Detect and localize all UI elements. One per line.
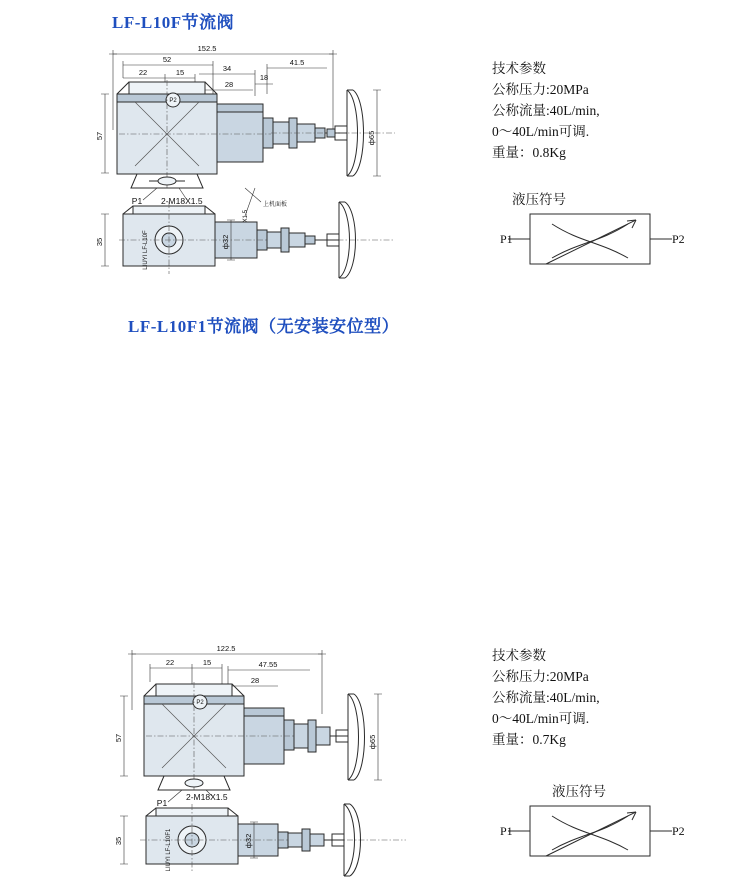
svg-text:35: 35 bbox=[114, 836, 123, 846]
spec-line: 0～40L/min可调. bbox=[492, 124, 590, 139]
specs-heading: 技术参数 bbox=[492, 648, 546, 663]
svg-text:2-M18X1.5: 2-M18X1.5 bbox=[161, 196, 203, 206]
svg-text:P1: P1 bbox=[131, 196, 143, 206]
svg-text:18: 18 bbox=[259, 73, 269, 82]
svg-text:ф65: ф65 bbox=[368, 734, 377, 750]
tech-specs bbox=[492, 645, 600, 750]
spec-line: 公称流量:40L/min, bbox=[492, 690, 600, 705]
svg-text:2-M18X1.5: 2-M18X1.5 bbox=[186, 792, 228, 802]
svg-text:52: 52 bbox=[162, 55, 172, 64]
port-label-p2: P2 bbox=[672, 824, 685, 838]
spec-line: 公称压力:20MPa bbox=[492, 669, 589, 684]
valve-drawing bbox=[95, 38, 435, 288]
spec-line: 重量：0.8Kg bbox=[492, 145, 566, 160]
svg-text:28: 28 bbox=[250, 676, 260, 685]
svg-text:LIUYI LF-L10F: LIUYI LF-L10F bbox=[143, 230, 149, 270]
svg-text:P2: P2 bbox=[196, 700, 204, 706]
svg-text:28: 28 bbox=[224, 80, 234, 89]
svg-text:22: 22 bbox=[138, 68, 148, 77]
product-section-lf-l10f1 bbox=[0, 300, 740, 872]
port-label-p2: P2 bbox=[672, 232, 685, 246]
symbol-label: 液压符号 bbox=[552, 784, 606, 799]
svg-text:47.55: 47.55 bbox=[258, 660, 278, 669]
spec-line: 公称压力:20MPa bbox=[492, 82, 589, 97]
spec-line: 公称流量:40L/min, bbox=[492, 103, 600, 118]
symbol-label: 液压符号 bbox=[512, 192, 566, 207]
svg-text:41.5: 41.5 bbox=[289, 58, 305, 67]
spec-line: 重量：0.7Kg bbox=[492, 732, 566, 747]
port-label-p1: P1 bbox=[500, 824, 513, 838]
svg-text:22: 22 bbox=[165, 658, 175, 667]
section-title: LF-L10F节流阀 bbox=[112, 13, 235, 32]
svg-text:57: 57 bbox=[114, 733, 123, 743]
svg-text:35: 35 bbox=[95, 237, 104, 247]
port-label-p1: P1 bbox=[500, 232, 513, 246]
svg-text:ф32: ф32 bbox=[221, 234, 230, 250]
svg-text:上机面板: 上机面板 bbox=[263, 202, 288, 208]
svg-text:122.5: 122.5 bbox=[216, 644, 236, 653]
spec-line: 0～40L/min可调. bbox=[492, 711, 590, 726]
hydraulic-symbol bbox=[500, 800, 690, 868]
svg-text:57: 57 bbox=[95, 131, 104, 141]
svg-text:LIUYI LF-L10F1: LIUYI LF-L10F1 bbox=[166, 828, 172, 872]
svg-text:ф65: ф65 bbox=[367, 130, 376, 146]
section-title: LF-L10F1节流阀（无安装安位型） bbox=[128, 317, 400, 336]
specs-heading: 技术参数 bbox=[492, 61, 546, 76]
svg-text:152.5: 152.5 bbox=[197, 44, 217, 53]
svg-text:P2: P2 bbox=[169, 98, 177, 104]
svg-text:15: 15 bbox=[202, 658, 212, 667]
svg-text:15: 15 bbox=[175, 68, 185, 77]
hydraulic-symbol bbox=[500, 208, 690, 276]
valve-drawing bbox=[110, 638, 430, 878]
product-section-lf-l10f bbox=[0, 0, 740, 300]
svg-text:P1: P1 bbox=[156, 798, 168, 808]
svg-text:ф32: ф32 bbox=[244, 833, 253, 849]
tech-specs bbox=[492, 58, 600, 163]
svg-text:34: 34 bbox=[222, 64, 232, 73]
